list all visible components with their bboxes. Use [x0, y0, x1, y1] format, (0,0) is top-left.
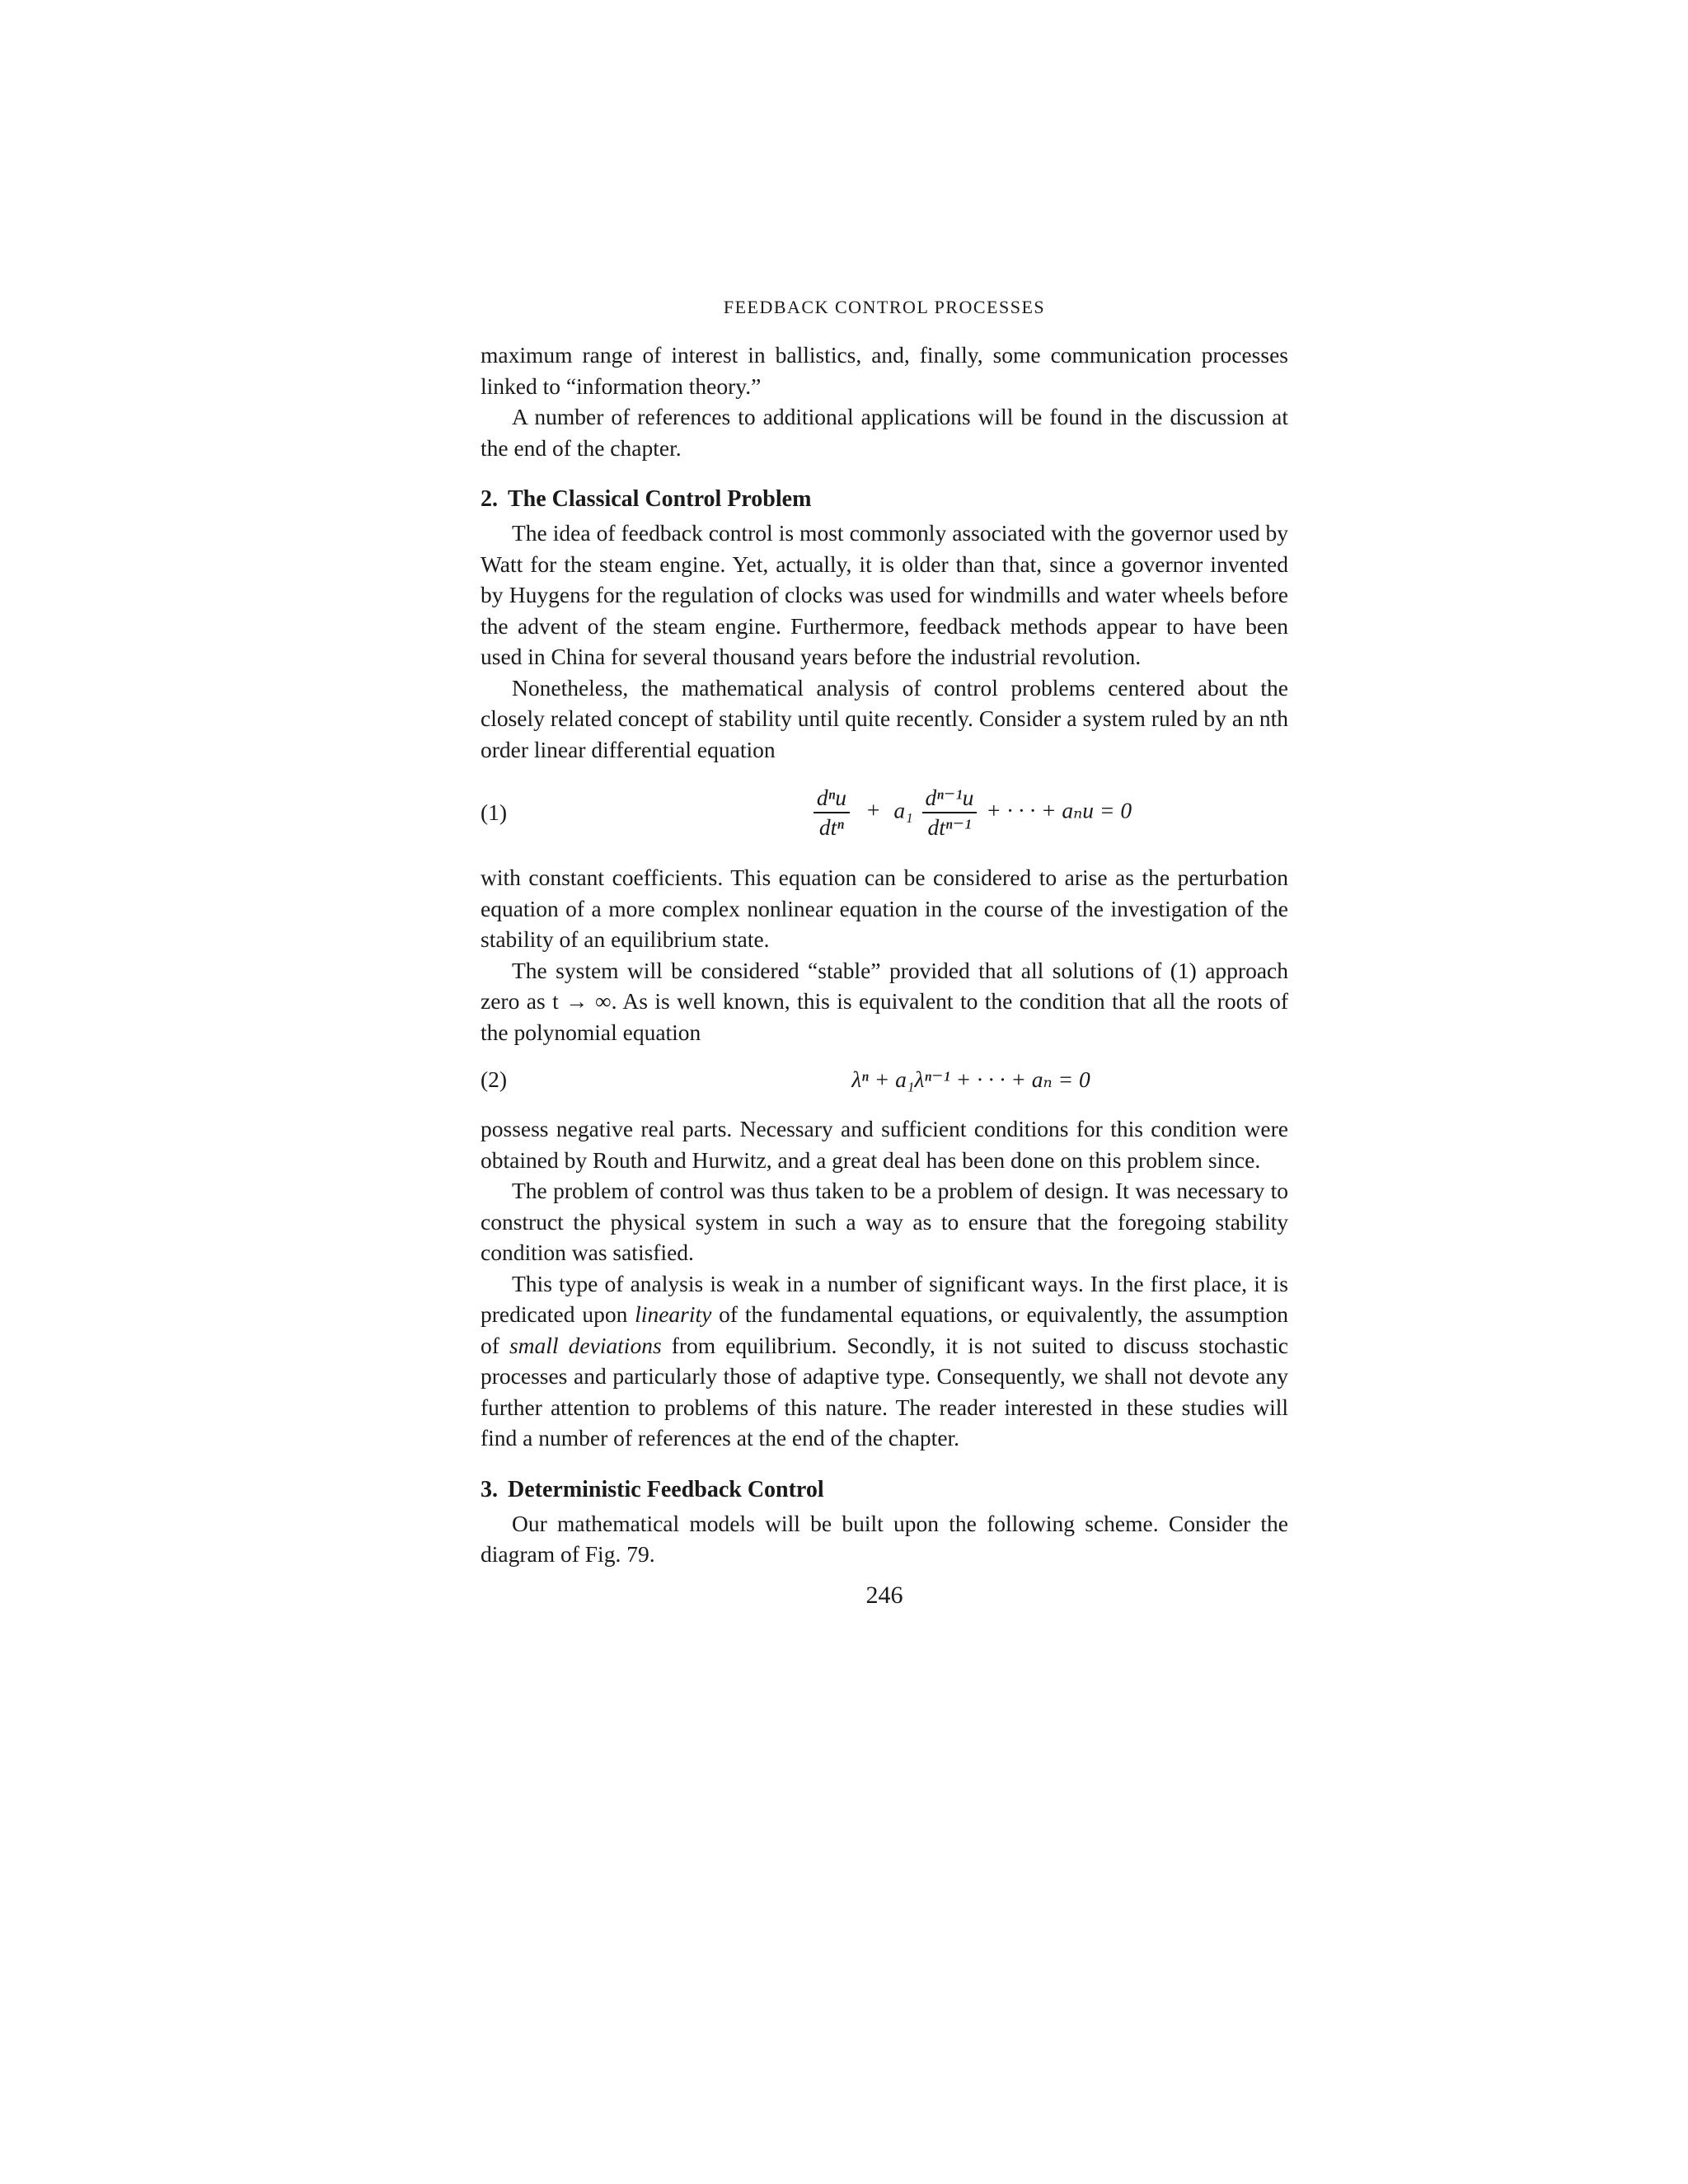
paragraph-s2-7 — [481, 1268, 1288, 1454]
section-number: 3. — [481, 1476, 498, 1502]
paragraph-intro-1: maximum range of interest in ballistics, and, finally, some communication processes linked to “information theory.” — [481, 342, 1288, 399]
fraction-numerator: dⁿu — [814, 784, 850, 813]
paragraph-s2-3: with constant coefficients. This equation can be considered to arise as the perturbation equation of a more complex nonlinear equation in the course of the investigation of the stability of an equilibrium state. — [481, 865, 1288, 952]
section-heading-2 — [481, 486, 1288, 513]
equation-2 — [481, 1056, 1288, 1104]
fraction-denominator: dtⁿ — [818, 814, 844, 840]
emphasis-small-deviations: small deviations — [509, 1332, 662, 1358]
paragraph-s3-1: Our mathematical models will be built upon the following scheme. Consider the diagram of Fig. 79. — [481, 1510, 1288, 1567]
section-number: 2. — [481, 486, 498, 512]
section-title: Deterministic Feedback Control — [508, 1476, 824, 1502]
equation-1 — [481, 773, 1288, 852]
running-head: FEEDBACK CONTROL PROCESSES — [723, 297, 1046, 317]
plus-sign: + — [866, 797, 880, 823]
paragraph-s2-4: The system will be considered “stable” provided that all solutions of (1) approach zero as t → ∞. As is well known, this is equivalent to the condition that all the roots of the polynomial equation — [481, 957, 1288, 1045]
equation-body: λⁿ + a₁λⁿ⁻¹ + · · · + aₙ = 0 — [851, 1066, 1090, 1092]
book-page — [481, 297, 1288, 1610]
fraction-nth-derivative — [814, 784, 850, 841]
equation-number: (2) — [481, 1066, 508, 1092]
fraction-denominator: dtⁿ⁻¹ — [927, 814, 972, 840]
paragraph-s2-6: The problem of control was thus taken to be a problem of design. It was necessary to construct the physical system in such a way as to ensure that the foregoing stability condition was satisfied. — [481, 1178, 1288, 1265]
paragraph-intro-2: A number of references to additional applications will be found in the discussion at the end of the chapter. — [481, 404, 1288, 461]
section-title: The Classical Control Problem — [508, 486, 812, 512]
equation-body — [703, 784, 1239, 841]
section-heading-3 — [481, 1477, 1288, 1503]
emphasis-linearity: linearity — [635, 1301, 712, 1327]
coefficient: a₁ — [893, 797, 913, 823]
fraction-numerator: dⁿ⁻¹u — [922, 784, 978, 813]
paragraph-s2-5: possess negative real parts. Necessary and sufficient conditions for this condition were obtained by Routh and Hurwitz, and a great deal has been done on this problem since. — [481, 1116, 1288, 1173]
text-run: of the fundamental equations, or equivalently, the assumption of — [481, 1301, 1288, 1358]
fraction-n-minus-1-derivative — [922, 784, 978, 841]
text-run: This type of analysis is weak in a number of significant ways. In the first place, it is predicated upon — [481, 1270, 1288, 1327]
paragraph-s2-2: Nonetheless, the mathematical analysis of control problems centered about the closely related concept of stability until quite recently. Consider a system ruled by an nth order linear differential equation — [481, 674, 1288, 762]
page-number: 246 — [865, 1581, 903, 1609]
text-run: from equilibrium. Secondly, it is not suited to discuss stochastic processes and particularly those of adaptive type. Consequently, we shall not devote any further attention to problems of this nature. The reader interested in these studies will find a number of references at the end of the chapter. — [481, 1332, 1288, 1451]
paragraph-s2-1: The idea of feedback control is most commonly associated with the governor used by Watt for the steam engine. Yet, actually, it is older than that, since a governor invented by Huygens for the regulation of clocks was used for windmills and water wheels before the advent of the steam engine. Furthermore, feedback methods appear to have been used in China for several thousand years before the industrial revolution. — [481, 520, 1288, 669]
equation-number: (1) — [481, 799, 508, 825]
equation-tail: + · · · + aₙu = 0 — [986, 797, 1132, 823]
